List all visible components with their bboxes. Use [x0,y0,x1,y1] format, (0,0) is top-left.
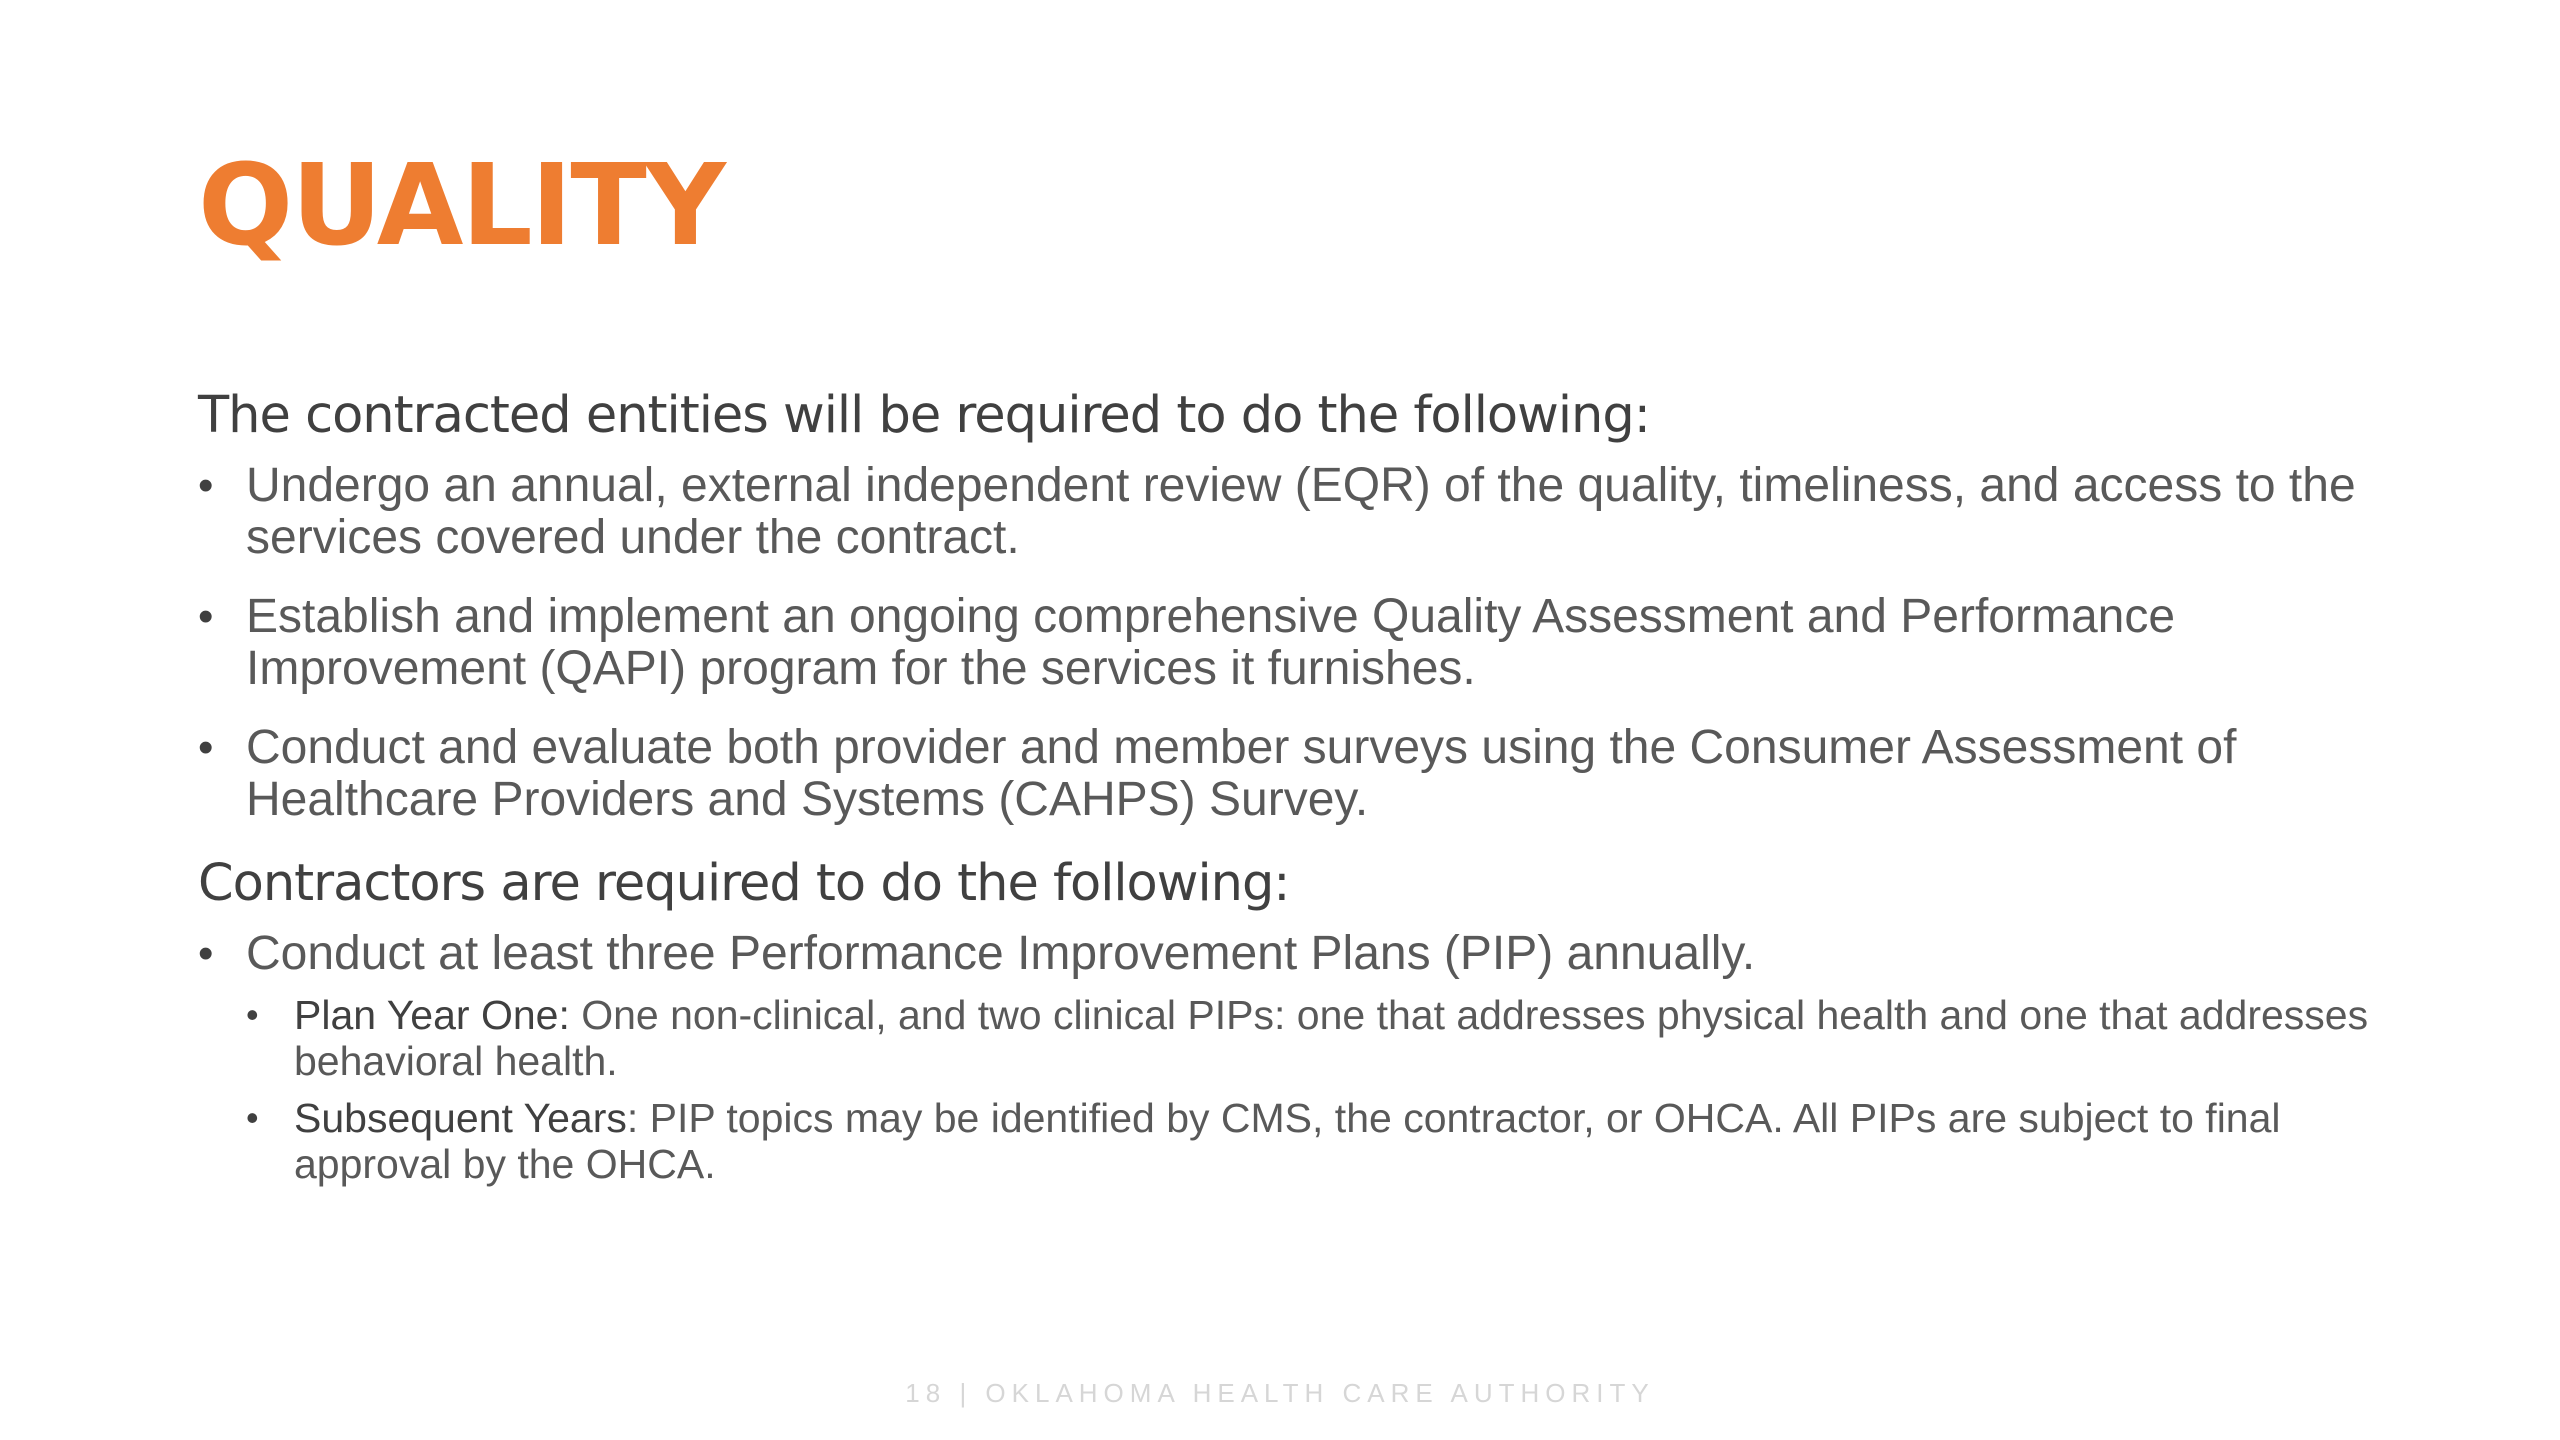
subsequent-years-text: : PIP topics may be identified by CMS, the contractor, or OHCA. All PIPs are subject to final approval by the OHCA. [294,1095,2281,1188]
list-item-qapi: • Establish and implement an ongoing comprehensive Quality Assessment and Performance Improvement (QAPI) program for the services it furnishes. [198,591,2398,695]
sub-item-subsequent-years [246,1095,2398,1187]
pip-text: Conduct at least three Performance Improvement Plans (PIP) annually. [246,927,1756,981]
subsequent-years-label: Subsequent Years [294,1095,627,1142]
slide-title: QUALITY [198,141,724,271]
list-item-pip [198,928,2398,1187]
plan-year-one-text: One non-clinical, and two clinical PIPs: one that addresses physical health and one that addresses behavioral health. [294,992,2369,1085]
contracted-entities-list [198,460,2398,826]
list-item-eqr: • Undergo an annual, external independent review (EQR) of the quality, timeliness, and access to the services covered under the contract. [198,460,2398,564]
section-heading-contracted-entities: The contracted entities will be required to do the following: [198,386,1650,445]
list-item-cahps: • Conduct and evaluate both provider and member surveys using the Consumer Assessment of Healthcare Providers and Systems (CAHPS) Survey. [198,722,2398,826]
slide-content [198,385,2398,1214]
pip-sub-list [246,992,2398,1187]
section-heading-contractors: Contractors are required to do the following: [198,854,1290,914]
contractors-list [198,928,2398,1187]
sub-item-plan-year-one [246,992,2398,1084]
slide-footer: 18 | OKLAHOMA HEALTH CARE AUTHORITY [905,1378,1655,1408]
plan-year-one-label: Plan Year One: [294,992,570,1039]
